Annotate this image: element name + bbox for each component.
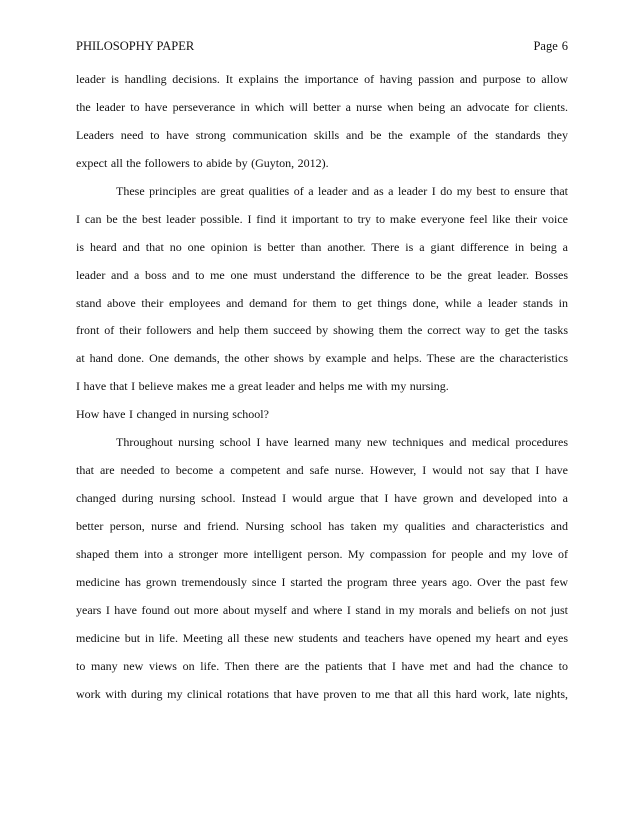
body-line: medicine but in life. Meeting all these new students and teachers have opened my heart and eyes (76, 630, 568, 645)
body-line: the leader to have perseverance in which will better a nurse when being an advocate for clients. (76, 99, 568, 114)
body-line: expect all the followers to abide by (Guyton, 2012). (76, 155, 329, 170)
body-line: leader and a boss and to me one must understand the difference to be the great leader. Bosses (76, 267, 568, 282)
body-line: I have that I believe makes me a great leader and helps me with my nursing. (76, 379, 449, 394)
body-line: Throughout nursing school I have learned many new techniques and medical procedures (116, 435, 568, 450)
body-line: to many new views on life. Then there are the patients that I have met and had the chance to (76, 658, 568, 673)
body-line: stand above their employees and demand for them to get things done, while a leader stands in (76, 295, 568, 310)
body-line: Leaders need to have strong communication skills and be the example of the standards they (76, 127, 568, 142)
page-indicator (533, 37, 568, 55)
body-line: work with during my clinical rotations that have proven to me that all this hard work, late nights, (76, 686, 568, 701)
body-line: medicine has grown tremendously since I started the program three years ago. Over the past few (76, 574, 568, 589)
body-line: I can be the best leader possible. I find it important to try to make everyone feel like their voice (76, 211, 568, 226)
body-line: changed during nursing school. Instead I would argue that I have grown and developed into a (76, 491, 568, 506)
body-line: front of their followers and help them succeed by showing them the correct way to get the tasks (76, 323, 568, 338)
body-line: leader is handling decisions. It explains the importance of having passion and purpose to allow (76, 72, 568, 86)
section-heading: How have I changed in nursing school? (76, 407, 269, 422)
body-line: shaped them into a stronger more intelligent person. My compassion for people and my love of (76, 546, 568, 561)
body-line: years I have found out more about myself and where I stand in my morals and beliefs on not just (76, 602, 568, 617)
body-line: at hand done. One demands, the other shows by example and helps. These are the characteristics (76, 351, 568, 366)
body-line: These principles are great qualities of a leader and as a leader I do my best to ensure that (116, 183, 568, 198)
header-title: PHILOSOPHY PAPER (76, 39, 195, 53)
body-line: that are needed to become a competent and safe nurse. However, I would not say that I have (76, 463, 568, 478)
body-line: better person, nurse and friend. Nursing school has taken my qualities and characteristics and (76, 519, 568, 533)
page-label: Page (533, 39, 558, 53)
body-line: is heard and that no one opinion is better than another. There is a giant difference in being a (76, 239, 568, 254)
paper-body (76, 70, 568, 713)
page-number: 6 (561, 39, 568, 53)
running-header (76, 37, 568, 55)
